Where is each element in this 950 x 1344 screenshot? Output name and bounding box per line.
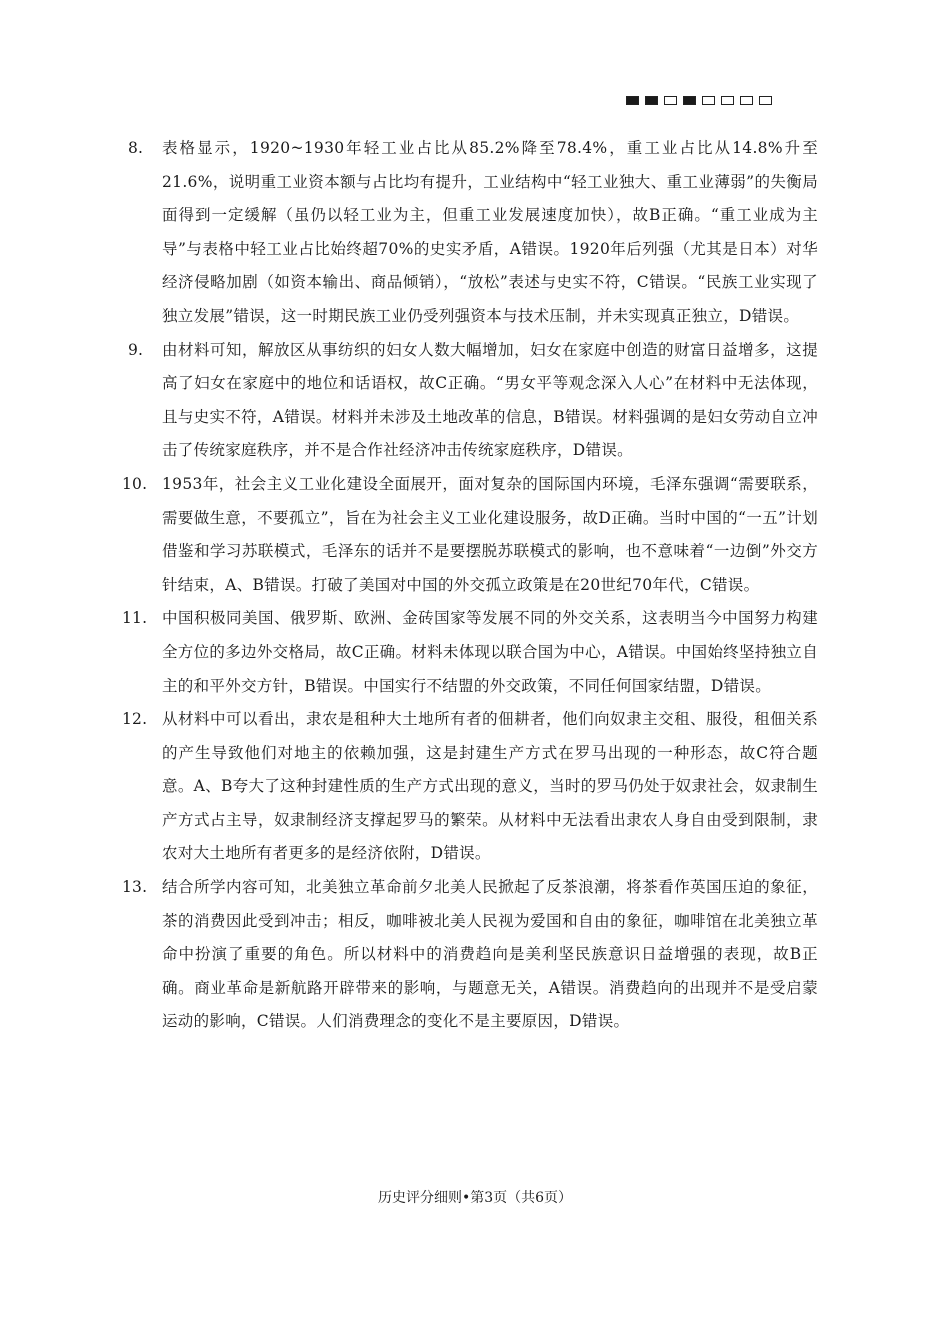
answer-item-9 xyxy=(128,334,818,468)
item-number: 8. xyxy=(128,139,144,157)
item-explanation: 中国积极同美国、俄罗斯、欧洲、金砖国家等发展不同的外交关系，这表明当今中国努力构建全方位的多边外交格局，故C正确。材料未体现以联合国为中心，A错误。中国始终坚持独立自主的和平外交方针，B错误。中国实行不结盟的外交政策，不同任何国家结盟，D错误。 xyxy=(162,609,818,695)
marker-box-5 xyxy=(702,96,715,105)
item-number: 13. xyxy=(122,878,148,897)
marker-box-7 xyxy=(740,96,753,105)
item-explanation: 表格显示，1920~1930年轻工业占比从85.2%降至78.4%，重工业占比从14.8%升至21.6%，说明重工业资本额与占比均有提升，工业结构中“轻工业独大、重工业薄弱”的失衡局面得到一定缓解（虽仍以轻工业为主，但重工业发展速度加快），故B正确。“重工业成为主导”与表格中轻工业占比始终超70%的史实矛盾，A错误。1920年后列强（尤其是日本）对华经济侵略加剧（如资本输出、商品倾销），“放松”表述与史实不符，C错误。“民族工业实现了独立发展”错误，这一时期民族工业仍受列强资本与技术压制，并未实现真正独立，D错误。 xyxy=(162,139,818,325)
item-explanation: 1953年，社会主义工业化建设全面展开，面对复杂的国际国内环境，毛泽东强调“需要联系，需要做生意，不要孤立”，旨在为社会主义工业化建设服务，故D正确。当时中国的“一五”计划借鉴和学习苏联模式，毛泽东的话并不是要摆脱苏联模式的影响，也不意味着“一边倒”外交方针结束，A、B错误。打破了美国对中国的外交孤立政策是在20世纪70年代，C错误。 xyxy=(162,474,818,594)
item-number: 9. xyxy=(128,340,144,359)
marker-box-8 xyxy=(759,96,772,105)
answer-item-13 xyxy=(122,871,818,1039)
answer-item-11 xyxy=(122,602,818,703)
page-footer: 历史评分细则•第3页（共6页） xyxy=(377,1190,573,1206)
item-number: 11. xyxy=(122,609,148,628)
item-number: 12. xyxy=(122,710,148,729)
item-explanation: 由材料可知，解放区从事纺织的妇女人数大幅增加，妇女在家庭中创造的财富日益增多，这提高了妇女在家庭中的地位和话语权，故C正确。“男女平等观念深入人心”在材料中无法体现，且与史实不符，A错误。材料并未涉及土地改革的信息，B错误。材料强调的是妇女劳动自立冲击了传统家庭秩序，并不是合作社经济冲击传统家庭秩序，D错误。 xyxy=(162,340,818,460)
answer-item-10 xyxy=(122,468,818,602)
marker-box-3 xyxy=(664,96,677,105)
marker-box-2 xyxy=(645,96,658,105)
page-position-marker xyxy=(626,96,772,105)
answer-item-8 xyxy=(128,132,818,334)
item-explanation: 结合所学内容可知，北美独立革命前夕北美人民掀起了反茶浪潮，将茶看作英国压迫的象征，茶的消费因此受到冲击；相反，咖啡被北美人民视为爱国和自由的象征，咖啡馆在北美独立革命中扮演了重要的角色。所以材料中的消费趋向是美利坚民族意识日益增强的表现，故B正确。商业革命是新航路开辟带来的影响，与题意无关，A错误。消费趋向的出现并不是受启蒙运动的影响，C错误。人们消费理念的变化不是主要原因，D错误。 xyxy=(162,878,818,1031)
item-explanation: 从材料中可以看出，隶农是租种大土地所有者的佃耕者，他们向奴隶主交租、服役，租佃关系的产生导致他们对地主的依赖加强，这是封建生产方式在罗马出现的一种形态，故C符合题意。A、B夸大了这种封建性质的生产方式出现的意义，当时的罗马仍处于奴隶社会，奴隶制生产方式占主导，奴隶制经济支撑起罗马的繁荣。从材料中无法看出隶农人身自由受到限制，隶农对大土地所有者更多的是经济依附，D错误。 xyxy=(162,710,818,863)
answer-explanations xyxy=(122,132,818,1039)
item-number: 10. xyxy=(122,474,148,493)
answer-item-12 xyxy=(122,703,818,871)
marker-box-6 xyxy=(721,96,734,105)
marker-box-4 xyxy=(683,96,696,105)
marker-box-1 xyxy=(626,96,639,105)
